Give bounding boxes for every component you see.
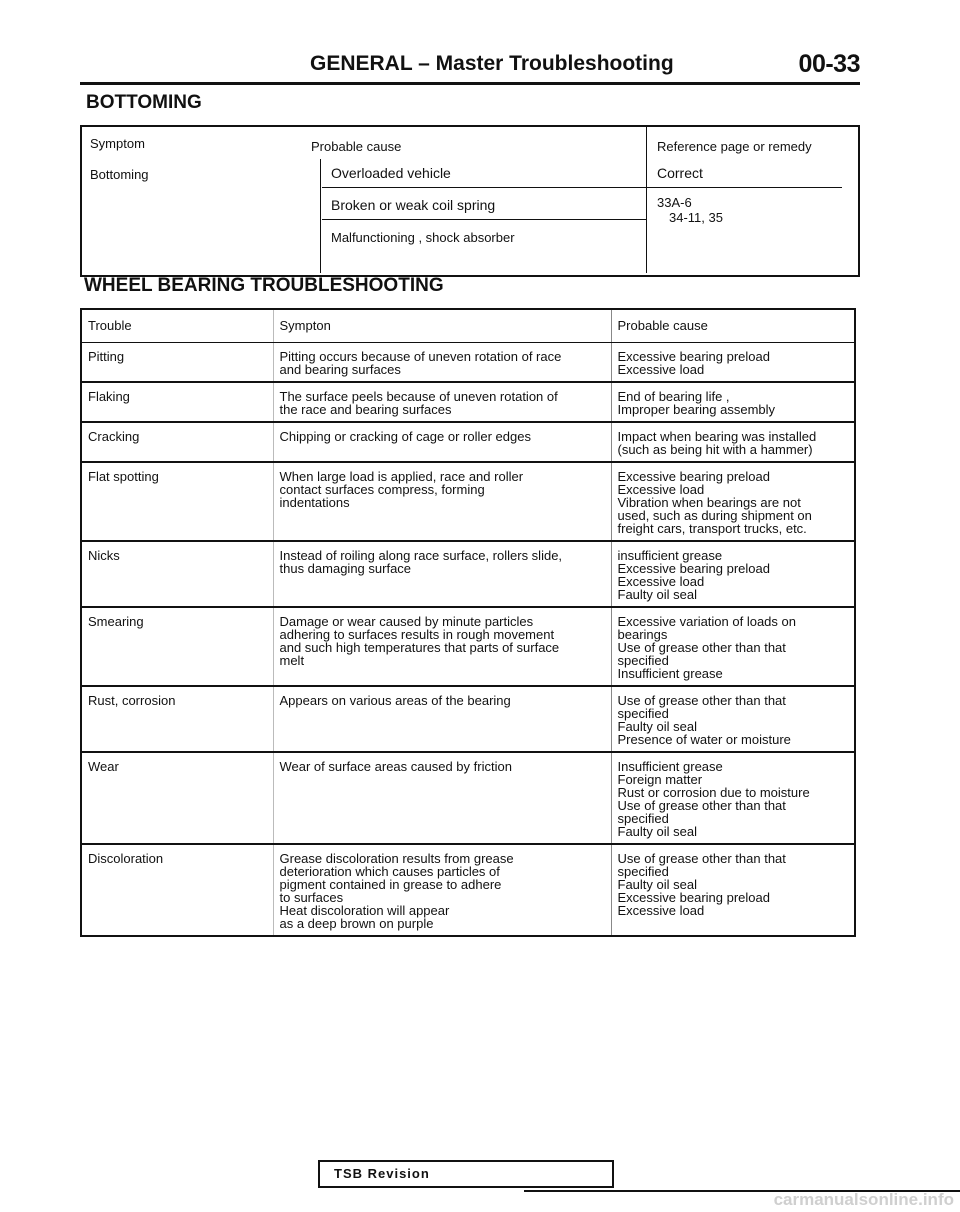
symptom-line: to surfaces bbox=[279, 890, 344, 905]
trouble-cell: Flat spotting bbox=[81, 462, 273, 541]
probable-cause-line: Improper bearing assembly bbox=[617, 402, 776, 417]
probable-cause-line: Excessive bearing preload bbox=[617, 561, 770, 576]
symptom-line: pigment contained in grease to adhere bbox=[279, 877, 502, 892]
page-header bbox=[80, 50, 860, 85]
bottoming-remedy-2: 33A-6 bbox=[657, 195, 692, 210]
probable-cause-cell bbox=[611, 422, 855, 462]
symptom-line: adhering to surfaces results in rough movement bbox=[279, 627, 555, 642]
bottoming-remedy-3: 34-11, 35 bbox=[669, 210, 723, 225]
col-probable-cause: Probable cause bbox=[611, 309, 855, 343]
bottoming-divider-left bbox=[320, 159, 321, 273]
symptom-line: melt bbox=[279, 653, 305, 668]
trouble-cell: Flaking bbox=[81, 382, 273, 422]
probable-cause-line: Excessive load bbox=[617, 574, 705, 589]
probable-cause-cell bbox=[611, 541, 855, 607]
bottoming-rule-2 bbox=[322, 219, 646, 220]
probable-cause-line: specified bbox=[617, 653, 669, 668]
trouble-cell: Cracking bbox=[81, 422, 273, 462]
probable-cause-line: Excessive load bbox=[617, 362, 705, 377]
symptom-line: Damage or wear caused by minute particles bbox=[279, 614, 534, 629]
bottoming-cause-2: Broken or weak coil spring bbox=[331, 197, 496, 213]
probable-cause-line: Insufficient grease bbox=[617, 666, 723, 681]
probable-cause-line: Foreign matter bbox=[617, 772, 703, 787]
wheel-bearing-body bbox=[81, 343, 855, 937]
bottoming-section-title: BOTTOMING bbox=[86, 92, 202, 113]
probable-cause-line: insufficient grease bbox=[617, 548, 723, 563]
bottoming-cause-1: Overloaded vehicle bbox=[331, 165, 451, 181]
bottoming-col-cause: Probable cause bbox=[311, 139, 402, 154]
bottoming-col-remedy: Reference page or remedy bbox=[657, 139, 812, 154]
bottoming-col-symptom: Symptom bbox=[90, 136, 145, 151]
bottoming-table bbox=[80, 125, 860, 277]
symptom-line: When large load is applied, race and roller bbox=[279, 469, 524, 484]
symptom-cell bbox=[273, 686, 611, 752]
trouble-cell: Nicks bbox=[81, 541, 273, 607]
trouble-cell: Discoloration bbox=[81, 844, 273, 936]
table-row bbox=[81, 343, 855, 383]
probable-cause-line: Excessive load bbox=[617, 482, 705, 497]
trouble-cell: Pitting bbox=[81, 343, 273, 383]
bottoming-remedy-1: Correct bbox=[657, 165, 703, 181]
probable-cause-cell bbox=[611, 844, 855, 936]
probable-cause-line: Excessive bearing preload bbox=[617, 890, 770, 905]
col-trouble: Trouble bbox=[81, 309, 273, 343]
col-symptom: Sympton bbox=[273, 309, 611, 343]
symptom-line: deterioration which causes particles of bbox=[279, 864, 500, 879]
wheel-bearing-table bbox=[80, 308, 856, 937]
trouble-cell: Smearing bbox=[81, 607, 273, 686]
symptom-line: Appears on various areas of the bearing bbox=[279, 693, 511, 708]
symptom-cell bbox=[273, 343, 611, 383]
wheel-bearing-section-title: WHEEL BEARING TROUBLESHOOTING bbox=[84, 275, 444, 296]
table-row bbox=[81, 752, 855, 844]
wheel-bearing-header-row bbox=[81, 309, 855, 343]
symptom-line: indentations bbox=[279, 495, 350, 510]
table-row bbox=[81, 541, 855, 607]
probable-cause-line: Vibration when bearings are not bbox=[617, 495, 801, 510]
probable-cause-line: Use of grease other than that bbox=[617, 693, 786, 708]
symptom-line: Grease discoloration results from grease bbox=[279, 851, 514, 866]
table-row bbox=[81, 607, 855, 686]
tsb-revision-box bbox=[318, 1160, 614, 1188]
table-row bbox=[81, 382, 855, 422]
table-row bbox=[81, 462, 855, 541]
probable-cause-line: Excessive load bbox=[617, 903, 705, 918]
symptom-cell bbox=[273, 844, 611, 936]
symptom-line: Pitting occurs because of uneven rotation of race bbox=[279, 349, 562, 364]
probable-cause-line: Excessive bearing preload bbox=[617, 469, 770, 484]
probable-cause-cell bbox=[611, 462, 855, 541]
tsb-revision-label: TSB Revision bbox=[334, 1166, 430, 1181]
probable-cause-line: Use of grease other than that bbox=[617, 640, 786, 655]
symptom-line: The surface peels because of uneven rotation of bbox=[279, 389, 558, 404]
probable-cause-line: End of bearing life , bbox=[617, 389, 730, 404]
bottoming-rule-1 bbox=[322, 187, 842, 188]
probable-cause-line: Impact when bearing was installed bbox=[617, 429, 817, 444]
probable-cause-cell bbox=[611, 343, 855, 383]
symptom-line: as a deep brown on purple bbox=[279, 916, 434, 931]
symptom-line: Wear of surface areas caused by friction bbox=[279, 759, 512, 774]
symptom-line: the race and bearing surfaces bbox=[279, 402, 452, 417]
trouble-cell: Rust, corrosion bbox=[81, 686, 273, 752]
probable-cause-line: Excessive variation of loads on bbox=[617, 614, 796, 629]
probable-cause-line: (such as being hit with a hammer) bbox=[617, 442, 813, 457]
probable-cause-cell bbox=[611, 607, 855, 686]
probable-cause-line: Faulty oil seal bbox=[617, 719, 697, 734]
probable-cause-cell bbox=[611, 752, 855, 844]
probable-cause-line: Rust or corrosion due to moisture bbox=[617, 785, 810, 800]
probable-cause-line: Faulty oil seal bbox=[617, 587, 697, 602]
page-title: GENERAL – Master Troubleshooting bbox=[310, 52, 674, 75]
symptom-line: thus damaging surface bbox=[279, 561, 412, 576]
symptom-cell bbox=[273, 462, 611, 541]
table-row bbox=[81, 422, 855, 462]
watermark: carmanualsonline.info bbox=[773, 1190, 954, 1209]
probable-cause-line: used, such as during shipment on bbox=[617, 508, 812, 523]
table-row bbox=[81, 844, 855, 936]
symptom-line: Heat discoloration will appear bbox=[279, 903, 450, 918]
probable-cause-line: specified bbox=[617, 864, 669, 879]
probable-cause-line: bearings bbox=[617, 627, 668, 642]
symptom-cell bbox=[273, 422, 611, 462]
probable-cause-line: specified bbox=[617, 811, 669, 826]
probable-cause-line: Faulty oil seal bbox=[617, 877, 697, 892]
probable-cause-line: Faulty oil seal bbox=[617, 824, 697, 839]
probable-cause-line: specified bbox=[617, 706, 669, 721]
symptom-line: Instead of roiling along race surface, rollers slide, bbox=[279, 548, 563, 563]
symptom-line: Chipping or cracking of cage or roller edges bbox=[279, 429, 531, 444]
probable-cause-line: Insufficient grease bbox=[617, 759, 723, 774]
symptom-line: and such high temperatures that parts of surface bbox=[279, 640, 560, 655]
probable-cause-line: Use of grease other than that bbox=[617, 798, 786, 813]
bottoming-divider-right bbox=[646, 127, 647, 273]
probable-cause-line: Excessive bearing preload bbox=[617, 349, 770, 364]
bottoming-symptom: Bottoming bbox=[90, 167, 149, 182]
table-row bbox=[81, 686, 855, 752]
symptom-cell bbox=[273, 541, 611, 607]
symptom-line: contact surfaces compress, forming bbox=[279, 482, 485, 497]
probable-cause-line: Presence of water or moisture bbox=[617, 732, 791, 747]
probable-cause-cell bbox=[611, 686, 855, 752]
symptom-cell bbox=[273, 382, 611, 422]
symptom-cell bbox=[273, 607, 611, 686]
page-number: 00-33 bbox=[798, 50, 860, 78]
bottoming-cause-3: Malfunctioning , shock absorber bbox=[331, 230, 515, 245]
probable-cause-cell bbox=[611, 382, 855, 422]
symptom-cell bbox=[273, 752, 611, 844]
trouble-cell: Wear bbox=[81, 752, 273, 844]
probable-cause-line: freight cars, transport trucks, etc. bbox=[617, 521, 807, 536]
symptom-line: and bearing surfaces bbox=[279, 362, 401, 377]
probable-cause-line: Use of grease other than that bbox=[617, 851, 786, 866]
